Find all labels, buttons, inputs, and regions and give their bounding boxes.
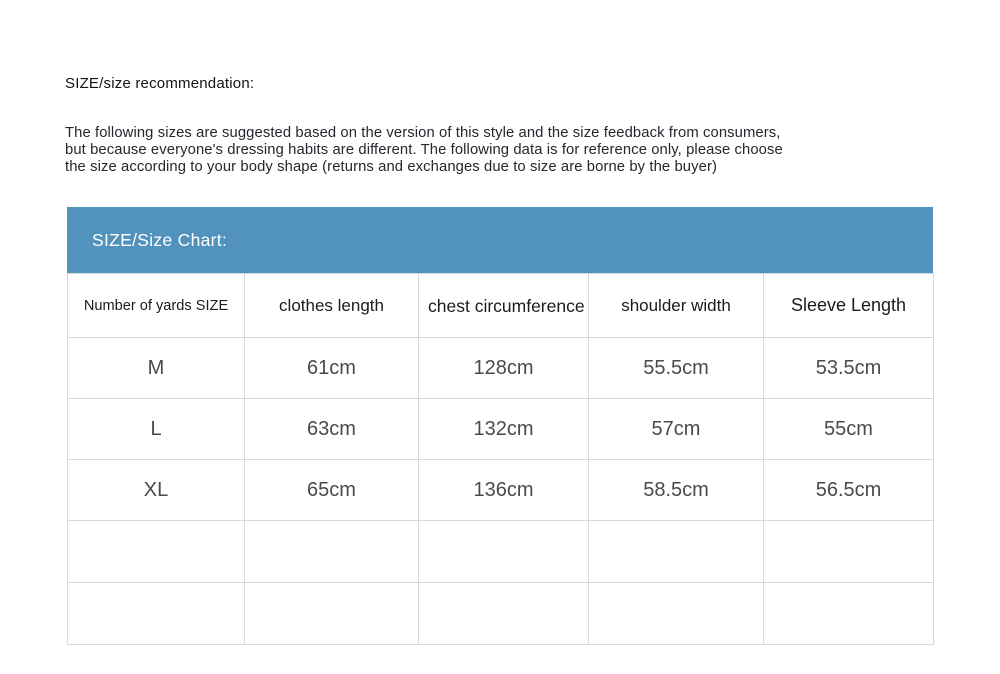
description-line: The following sizes are suggested based on the version of this style and the size feedback from consumers, [65,125,781,141]
sleeve-length-cell: 55cm [764,399,934,460]
empty-cell [68,521,245,583]
shoulder-width-cell: 58.5cm [589,460,764,521]
sleeve-length-cell: 56.5cm [764,460,934,521]
table-row-l [68,399,934,460]
shoulder-width-cell: 57cm [589,399,764,460]
clothes-length-cell: 61cm [245,338,419,399]
size-chart-table [67,273,934,645]
empty-cell [589,521,764,583]
clothes-length-cell: 65cm [245,460,419,521]
empty-cell [764,583,934,645]
table-row-empty [68,521,934,583]
chest-circumference-cell: 128cm [419,338,589,399]
column-header-chest-circumference: chest circumference [419,274,589,338]
clothes-length-cell: 63cm [245,399,419,460]
empty-cell [245,583,419,645]
empty-cell [68,583,245,645]
empty-cell [245,521,419,583]
size-cell: L [68,399,245,460]
size-cell: M [68,338,245,399]
size-recommendation-text [65,125,945,177]
size-recommendation-heading: SIZE/size recommendation: [65,75,255,92]
empty-cell [589,583,764,645]
chest-circumference-cell: 136cm [419,460,589,521]
column-header-clothes-length: clothes length [245,274,419,338]
empty-cell [764,521,934,583]
column-header-size: Number of yards SIZE [68,274,245,338]
empty-cell [419,583,589,645]
shoulder-width-cell: 55.5cm [589,338,764,399]
size-cell: XL [68,460,245,521]
table-row-empty [68,583,934,645]
size-chart-title-bar [67,207,933,273]
empty-cell [419,521,589,583]
chest-circumference-cell: 132cm [419,399,589,460]
description-line: the size according to your body shape (returns and exchanges due to size are borne by the buyer) [65,159,718,176]
table-row-m [68,338,934,399]
table-header-row [68,274,934,338]
table-row-xl [68,460,934,521]
size-chart-title: SIZE/Size Chart: [92,229,228,250]
description-line: but because everyone's dressing habits are different. The following data is for reference only, please choose [65,142,783,159]
sleeve-length-cell: 53.5cm [764,338,934,399]
column-header-sleeve-length: Sleeve Length [764,274,934,338]
column-header-shoulder-width: shoulder width [589,274,764,338]
